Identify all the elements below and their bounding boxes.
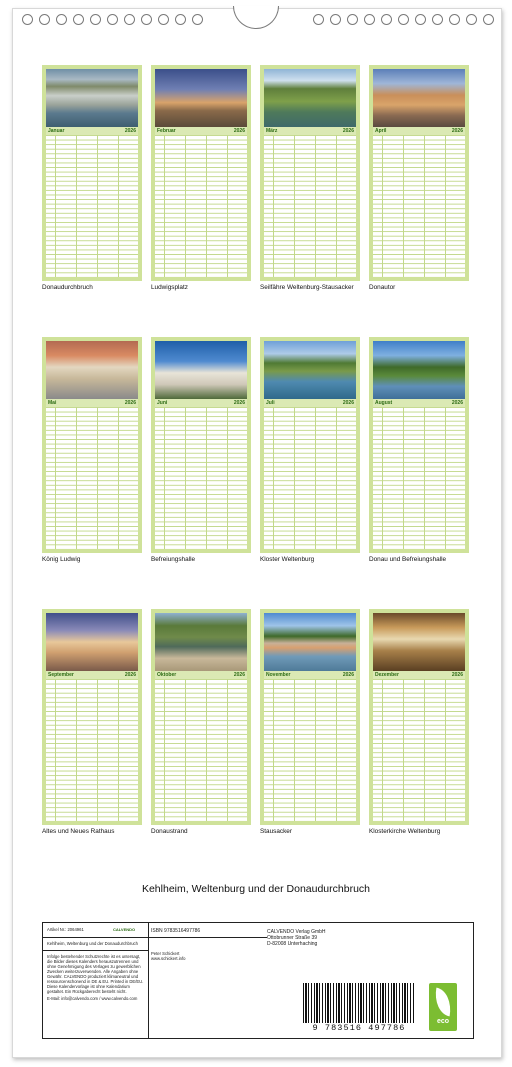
binding-hole <box>347 14 358 25</box>
month-year: 2026 <box>124 128 136 134</box>
month-year: 2026 <box>451 128 463 134</box>
planner-grid <box>155 407 247 549</box>
publisher-footer <box>42 922 474 1039</box>
photo-image <box>46 341 138 399</box>
month-photo <box>155 613 247 671</box>
binding-hole <box>39 14 50 25</box>
month-year: 2026 <box>124 672 136 678</box>
photo-caption: Donaudurchbruch <box>42 284 93 291</box>
planner-grid <box>373 407 465 549</box>
month-name: April <box>375 128 387 134</box>
binding-hole <box>175 14 186 25</box>
month-frame <box>260 609 360 825</box>
photo-caption: Befreiungshalle <box>151 556 196 563</box>
photo-image <box>264 613 356 671</box>
planner-grid <box>264 135 356 277</box>
month-year: 2026 <box>233 400 245 406</box>
photo-image <box>264 341 356 399</box>
photo-image <box>155 69 247 127</box>
binding-hole <box>415 14 426 25</box>
photo-caption: Donautor <box>369 284 396 291</box>
binding-hole <box>73 14 84 25</box>
photo-caption: Altes und Neues Rathaus <box>42 828 115 835</box>
month-frame <box>42 609 142 825</box>
binding-hole <box>381 14 392 25</box>
contact-email: E-Mail: info@calvendo.com / www.calvendo.com <box>47 996 138 1001</box>
binding-hole <box>364 14 375 25</box>
photo-caption: Seilfähre Weltenburg-Stausacker <box>260 284 354 291</box>
month-frame <box>151 609 251 825</box>
binding-hole <box>107 14 118 25</box>
binding-hole <box>56 14 67 25</box>
author-name: Peter Schickert <box>151 951 180 956</box>
month-year: 2026 <box>451 400 463 406</box>
isbn-divider <box>149 937 267 938</box>
month-year: 2026 <box>124 400 136 406</box>
photo-image <box>373 341 465 399</box>
month-year: 2026 <box>233 128 245 134</box>
barcode-number: 9 783516 497786 <box>312 1023 406 1033</box>
month-photo <box>373 341 465 399</box>
photo-caption: Ludwigsplatz <box>151 284 188 291</box>
month-year: 2026 <box>342 128 354 134</box>
month-photo <box>155 341 247 399</box>
binding-hole <box>432 14 443 25</box>
month-frame <box>260 65 360 281</box>
month-frame <box>151 337 251 553</box>
month-header <box>155 671 247 679</box>
month-header <box>46 399 138 407</box>
planner-grid <box>46 679 138 821</box>
planner-grid <box>155 135 247 277</box>
publisher-street: Ottobrunner Straße 39 <box>267 935 318 941</box>
month-photo <box>46 341 138 399</box>
photo-caption: König Ludwig <box>42 556 81 563</box>
photo-image <box>155 341 247 399</box>
footer-publisher-column <box>267 923 473 1038</box>
month-header <box>264 127 356 135</box>
eco-badge <box>429 983 457 1031</box>
month-header <box>46 127 138 135</box>
planner-grid <box>373 135 465 277</box>
binding-hole <box>313 14 324 25</box>
month-year: 2026 <box>451 672 463 678</box>
month-header <box>46 671 138 679</box>
month-header <box>373 399 465 407</box>
month-photo <box>264 69 356 127</box>
month-name: November <box>266 672 291 678</box>
isbn-barcode <box>303 983 415 1023</box>
planner-grid <box>155 679 247 821</box>
month-name: März <box>266 128 278 134</box>
binding-hole <box>449 14 460 25</box>
photo-image <box>46 69 138 127</box>
calvendo-logo: CALVENDO <box>113 927 136 932</box>
month-photo <box>46 613 138 671</box>
photo-caption: Donau und Befreiungshalle <box>369 556 447 563</box>
footer-article-row <box>43 923 148 938</box>
month-header <box>264 399 356 407</box>
footer-isbn-column <box>149 923 267 1038</box>
footer-info-column <box>43 923 149 1038</box>
month-header <box>155 127 247 135</box>
product-title: Kehlheim, Weltenburg und der Donaudurchbruch <box>47 941 138 946</box>
month-frame <box>369 609 469 825</box>
photo-caption: Stausacker <box>260 828 292 835</box>
month-photo <box>46 69 138 127</box>
publisher-city: D-82008 Unterhaching <box>267 941 318 947</box>
binding-hole <box>330 14 341 25</box>
planner-grid <box>264 679 356 821</box>
month-photo <box>264 613 356 671</box>
month-photo <box>373 613 465 671</box>
month-name: September <box>48 672 74 678</box>
photo-caption: Kloster Weltenburg <box>260 556 315 563</box>
month-photo <box>373 69 465 127</box>
month-frame <box>260 337 360 553</box>
month-year: 2026 <box>233 672 245 678</box>
photo-image <box>373 69 465 127</box>
photo-caption: Donaustrand <box>151 828 188 835</box>
month-year: 2026 <box>342 672 354 678</box>
photo-image <box>264 69 356 127</box>
month-name: Dezember <box>375 672 399 678</box>
binding-hole <box>483 14 494 25</box>
planner-grid <box>373 679 465 821</box>
binding-hole <box>158 14 169 25</box>
binding-hole <box>124 14 135 25</box>
month-name: Januar <box>48 128 65 134</box>
article-number: Artikel Nr.: 2064961 <box>47 927 84 932</box>
month-header <box>264 671 356 679</box>
month-header <box>373 671 465 679</box>
photo-caption: Klosterkirche Weltenburg <box>369 828 441 835</box>
binding-hole <box>398 14 409 25</box>
month-frame <box>151 65 251 281</box>
calendar-title: Kehlheim, Weltenburg und der Donaudurchbruch <box>141 883 371 895</box>
month-frame <box>369 65 469 281</box>
month-frame <box>369 337 469 553</box>
isbn: ISBN 9783516497786 <box>151 928 201 934</box>
month-name: August <box>375 400 393 406</box>
photo-image <box>155 613 247 671</box>
legal-text: Infolge bestehender Schutzrechte ist es untersagt, die Bilder dieses Kalenders herauszutrennen und ohne Genehmigung des Verlages zu gewerblichen Zwecken weiterzuverwenden. Alle Angaben ohne Gewähr. CALVENDO produziert klimaneutral und ressourcenschonend in DE & EU. Printed in DE/EU. Diese Kalendervorlage ist ohne Kalendarium gestaltet. Ein Rückgaberecht besteht nicht. <box>47 954 144 994</box>
photo-image <box>373 613 465 671</box>
leaf-icon <box>432 988 454 1017</box>
footer-product-row <box>43 938 148 951</box>
publisher-name: CALVENDO Verlag GmbH <box>267 929 326 935</box>
eco-label: eco <box>436 1018 450 1025</box>
month-name: Mai <box>48 400 57 406</box>
planner-grid <box>46 135 138 277</box>
binding-hole <box>22 14 33 25</box>
photo-image <box>46 613 138 671</box>
author-website: www.schickert.info <box>151 956 186 961</box>
binding-hole <box>141 14 152 25</box>
planner-grid <box>264 407 356 549</box>
planner-grid <box>46 407 138 549</box>
month-name: Juli <box>266 400 275 406</box>
month-name: Februar <box>157 128 176 134</box>
month-year: 2026 <box>342 400 354 406</box>
binding-hole <box>466 14 477 25</box>
binding-hole <box>192 14 203 25</box>
month-name: Juni <box>157 400 168 406</box>
month-frame <box>42 65 142 281</box>
month-frame <box>42 337 142 553</box>
month-header <box>373 127 465 135</box>
month-name: Oktober <box>157 672 177 678</box>
month-header <box>155 399 247 407</box>
binding-hole <box>90 14 101 25</box>
month-photo <box>264 341 356 399</box>
month-photo <box>155 69 247 127</box>
